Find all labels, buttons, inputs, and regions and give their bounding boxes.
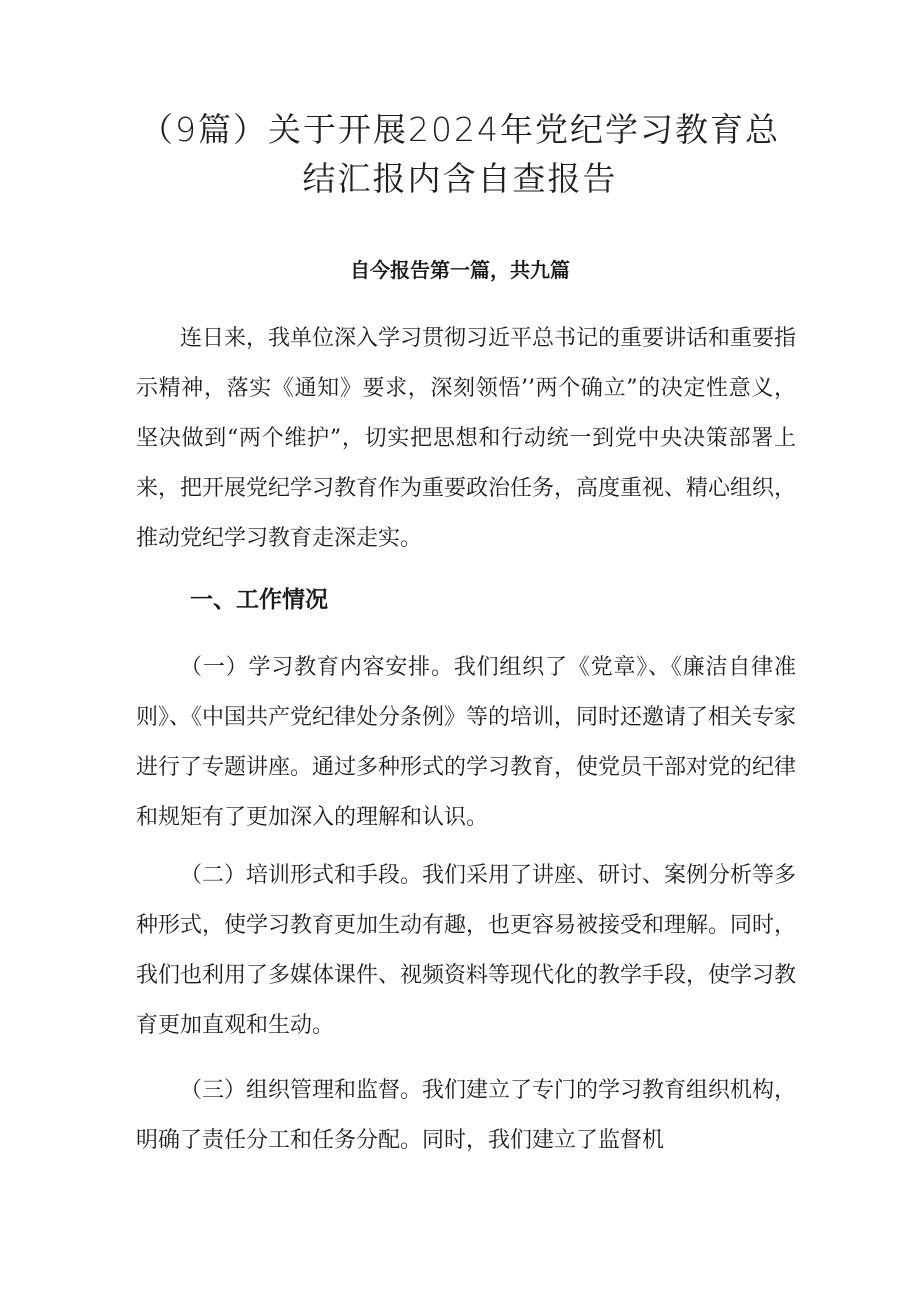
intro-paragraph: 连日来，我单位深入学习贯彻习近平总书记的重要讲话和重要指示精神，落实《通知》要求，深刻领悟’’两个确立”的决定性意义，坚决做到“两个维护”，切实把思想和行动统一到党中央决策部署上来，把开展党纪学习教育作为重要政治任务，高度重视、精心组织，推动党纪学习教育走深走实。 (136, 326, 797, 551)
paragraph-item-3: （三）组织管理和监督。我们建立了专门的学习教育组织机构，明确了责任分工和任务分配。同时，我们建立了监督机 (136, 1078, 797, 1153)
section-heading-work-status: 一、工作情况 (190, 587, 328, 613)
document-title-line-2: 结汇报内含自查报告 (302, 159, 618, 198)
paragraph-item-1: （一）学习教育内容安排。我们组织了《党章》、《廉洁自律准则》、《中国共产党纪律处分条例》等的培训，同时还邀请了相关专家进行了专题讲座。通过多种形式的学习教育，使党员干部对党的纪律和规矩有了更加深入的理解和认识。 (136, 655, 797, 830)
document-title-line-1: （9篇）关于开展2024年党纪学习教育总 (140, 110, 780, 149)
paragraph-item-2: （二）培训形式和手段。我们采用了讲座、研讨、案例分析等多种形式，使学习教育更加生动有趣，也更容易被接受和理解。同时，我们也利用了多媒体课件、视频资料等现代化的教学手段，使学习教育更加直观和生动。 (136, 863, 797, 1038)
document-subtitle: 自今报告第一篇，共九篇 (350, 258, 570, 282)
